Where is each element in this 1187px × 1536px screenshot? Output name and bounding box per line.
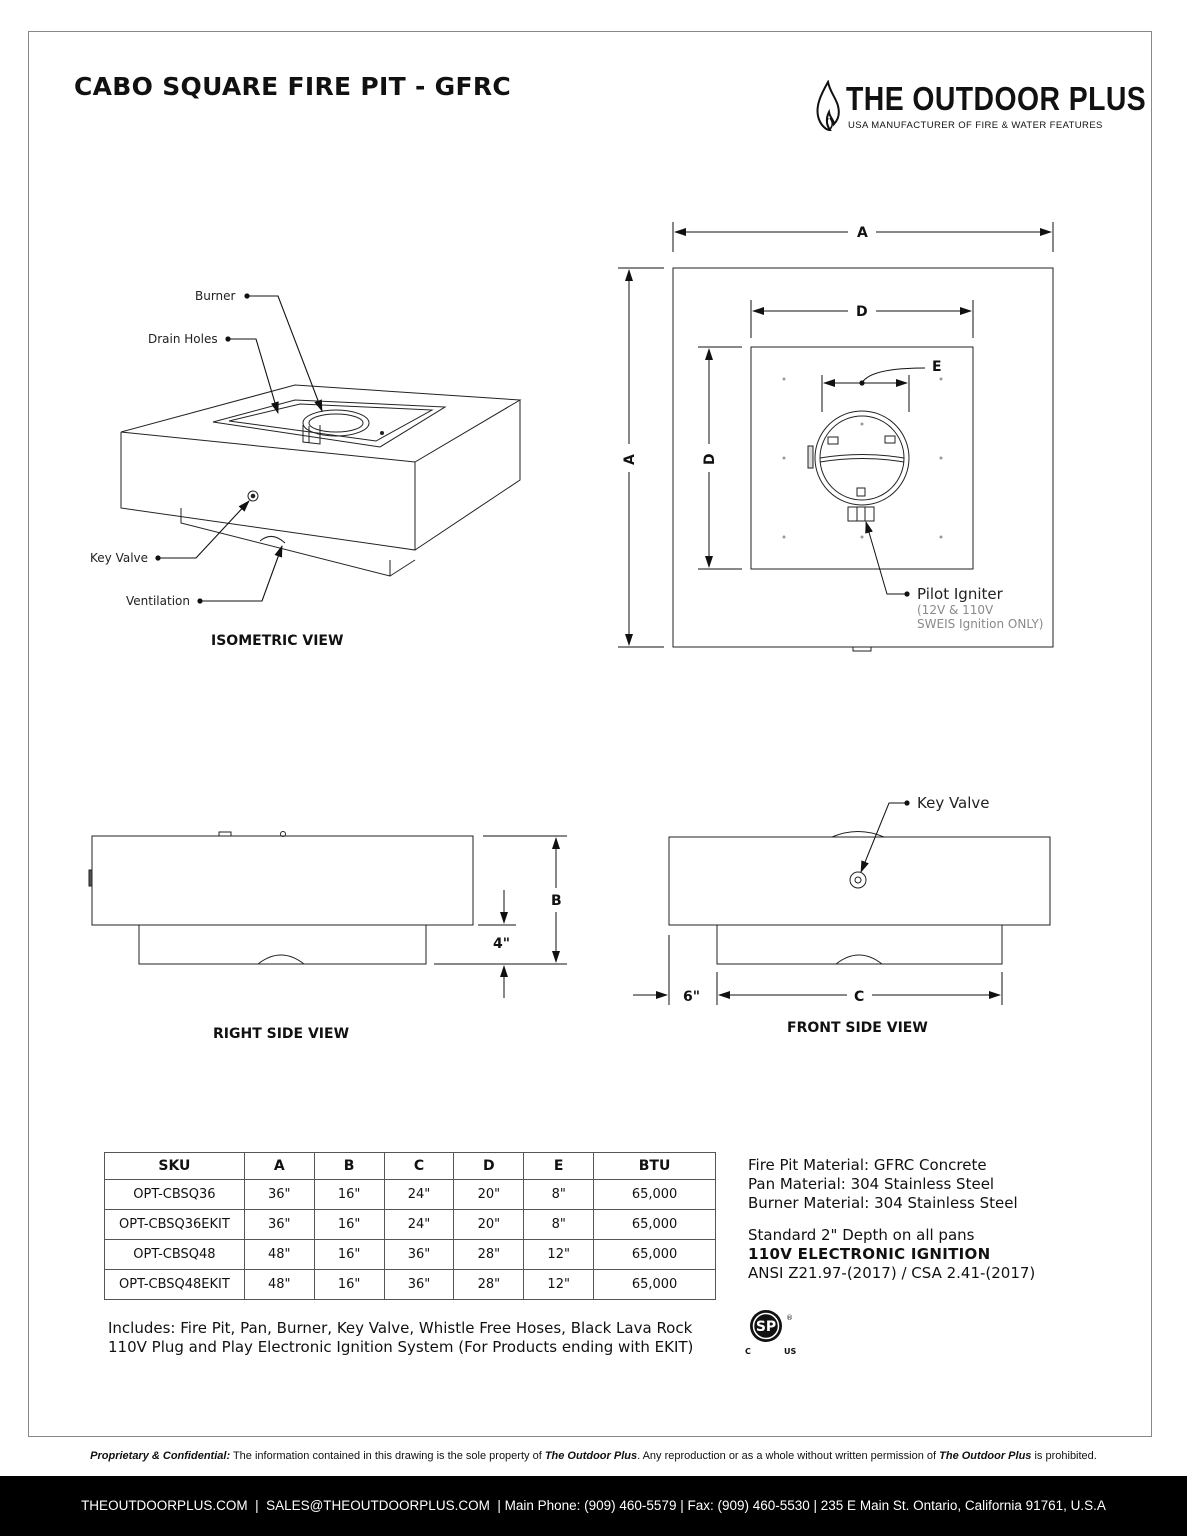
standards-note: ANSI Z21.97-(2017) / CSA 2.41-(2017) xyxy=(748,1264,1036,1282)
confidential-company-1: The Outdoor Plus xyxy=(544,1450,638,1462)
a-cell: 48" xyxy=(244,1240,314,1270)
csa-logo-text: SP xyxy=(755,1319,777,1335)
column-header-d: D xyxy=(454,1153,524,1180)
c-cell: 24" xyxy=(384,1180,454,1210)
a-cell: 48" xyxy=(244,1270,314,1300)
dimension-d-vertical-label: D xyxy=(702,453,718,465)
e-cell: 12" xyxy=(524,1240,594,1270)
dimension-4in-label: 4" xyxy=(493,936,511,952)
c-cell: 36" xyxy=(384,1240,454,1270)
logo-name: THE OUTDOOR PLUS xyxy=(846,80,1147,117)
ventilation-callout-label: Ventilation xyxy=(126,594,190,608)
top-view-dimensions xyxy=(618,222,1053,647)
d-cell: 20" xyxy=(454,1210,524,1240)
a-cell: 36" xyxy=(244,1210,314,1240)
isometric-view-title: ISOMETRIC VIEW xyxy=(211,633,344,649)
front-key-valve-label: Key Valve xyxy=(917,794,990,812)
dimension-c-label: C xyxy=(854,989,865,1005)
isometric-view xyxy=(121,385,520,576)
materials-notes xyxy=(748,1156,1035,1283)
dimension-d-label: D xyxy=(856,304,868,320)
column-header-b: B xyxy=(314,1153,384,1180)
drain-holes-callout-label: Drain Holes xyxy=(148,332,218,346)
b-cell: 16" xyxy=(314,1210,384,1240)
csa-certification-icon xyxy=(744,1308,804,1356)
e-cell: 12" xyxy=(524,1270,594,1300)
logo-tagline: USA MANUFACTURER OF FIRE & WATER FEATURES xyxy=(848,120,1103,131)
e-cell: 8" xyxy=(524,1180,594,1210)
key-valve-callout-label: Key Valve xyxy=(90,551,149,565)
column-header-btu: BTU xyxy=(594,1153,716,1180)
dimension-b-label: B xyxy=(551,893,562,909)
pilot-igniter-note-1: (12V & 110V xyxy=(917,603,994,617)
btu-cell: 65,000 xyxy=(594,1180,716,1210)
b-cell: 16" xyxy=(314,1240,384,1270)
front-side-dimensions xyxy=(633,803,1002,1005)
confidential-company-2: The Outdoor Plus xyxy=(939,1450,1032,1462)
sku-cell: OPT-CBSQ48 xyxy=(105,1240,245,1270)
c-cell: 24" xyxy=(384,1210,454,1240)
sku-cell: OPT-CBSQ36 xyxy=(105,1180,245,1210)
sku-cell: OPT-CBSQ36EKIT xyxy=(105,1210,245,1240)
column-header-a: A xyxy=(244,1153,314,1180)
confidential-text-3: is prohibited. xyxy=(1031,1450,1097,1462)
btu-cell: 65,000 xyxy=(594,1270,716,1300)
c-cell: 36" xyxy=(384,1270,454,1300)
includes-line-2: 110V Plug and Play Electronic Ignition System (For Products ending with EKIT) xyxy=(108,1338,694,1356)
confidential-text-2: . Any reproduction or as a whole without written permission of xyxy=(637,1450,940,1462)
sku-cell: OPT-CBSQ48EKIT xyxy=(105,1270,245,1300)
dimension-a-vertical-label: A xyxy=(622,454,638,465)
burner-material: Burner Material: 304 Stainless Steel xyxy=(748,1194,1018,1212)
page-title: CABO SQUARE FIRE PIT - GFRC xyxy=(74,72,512,101)
btu-cell: 65,000 xyxy=(594,1240,716,1270)
column-header-sku: SKU xyxy=(105,1153,245,1180)
spec-table-header-row xyxy=(105,1153,716,1180)
front-side-view xyxy=(669,832,1050,965)
b-cell: 16" xyxy=(314,1180,384,1210)
dimension-6in-label: 6" xyxy=(683,989,701,1005)
a-cell: 36" xyxy=(244,1180,314,1210)
pan-depth-note: Standard 2" Depth on all pans xyxy=(748,1226,975,1244)
includes-line-1: Includes: Fire Pit, Pan, Burner, Key Valve, Whistle Free Hoses, Black Lava Rock xyxy=(108,1319,693,1337)
front-side-view-title: FRONT SIDE VIEW xyxy=(787,1020,928,1036)
spec-table xyxy=(104,1152,716,1300)
burner-callout-label: Burner xyxy=(195,289,236,303)
svg-text:®: ® xyxy=(786,1314,793,1322)
pilot-igniter-label: Pilot Igniter xyxy=(917,585,1003,603)
b-cell: 16" xyxy=(314,1270,384,1300)
d-cell: 28" xyxy=(454,1240,524,1270)
btu-cell: 65,000 xyxy=(594,1210,716,1240)
pan-material: Pan Material: 304 Stainless Steel xyxy=(748,1175,995,1193)
d-cell: 20" xyxy=(454,1180,524,1210)
dimension-a-label: A xyxy=(857,225,868,241)
ignition-note: 110V ELECTRONIC IGNITION xyxy=(748,1245,991,1263)
column-header-c: C xyxy=(384,1153,454,1180)
confidential-notice xyxy=(0,1450,1187,1462)
pilot-igniter-note-2: SWEIS Ignition ONLY) xyxy=(917,617,1044,631)
confidential-lead: Proprietary & Confidential: xyxy=(90,1450,231,1462)
csa-mark-c: C xyxy=(745,1347,751,1356)
confidential-text-1: The information contained in this drawing is the sole property of xyxy=(230,1450,545,1462)
footer-contact-text: THEOUTDOORPLUS.COM | SALES@THEOUTDOORPLUS.COM | Main Phone: (909) 460-5579 | Fax: (909) 460-5530 | 235 E Main St. Ontario, California 91761, U.S.A xyxy=(81,1498,1106,1513)
csa-mark-us: US xyxy=(784,1347,797,1356)
includes-note xyxy=(108,1319,693,1357)
footer-bar xyxy=(0,1476,1187,1536)
table-row xyxy=(105,1180,716,1210)
fire-pit-material: Fire Pit Material: GFRC Concrete xyxy=(748,1156,987,1174)
table-row xyxy=(105,1270,716,1300)
right-side-dimensions xyxy=(434,836,567,998)
dimension-e-label: E xyxy=(932,359,942,375)
table-row xyxy=(105,1210,716,1240)
right-side-view xyxy=(89,832,473,965)
table-row xyxy=(105,1240,716,1270)
d-cell: 28" xyxy=(454,1270,524,1300)
column-header-e: E xyxy=(524,1153,594,1180)
right-side-view-title: RIGHT SIDE VIEW xyxy=(213,1026,350,1042)
e-cell: 8" xyxy=(524,1210,594,1240)
